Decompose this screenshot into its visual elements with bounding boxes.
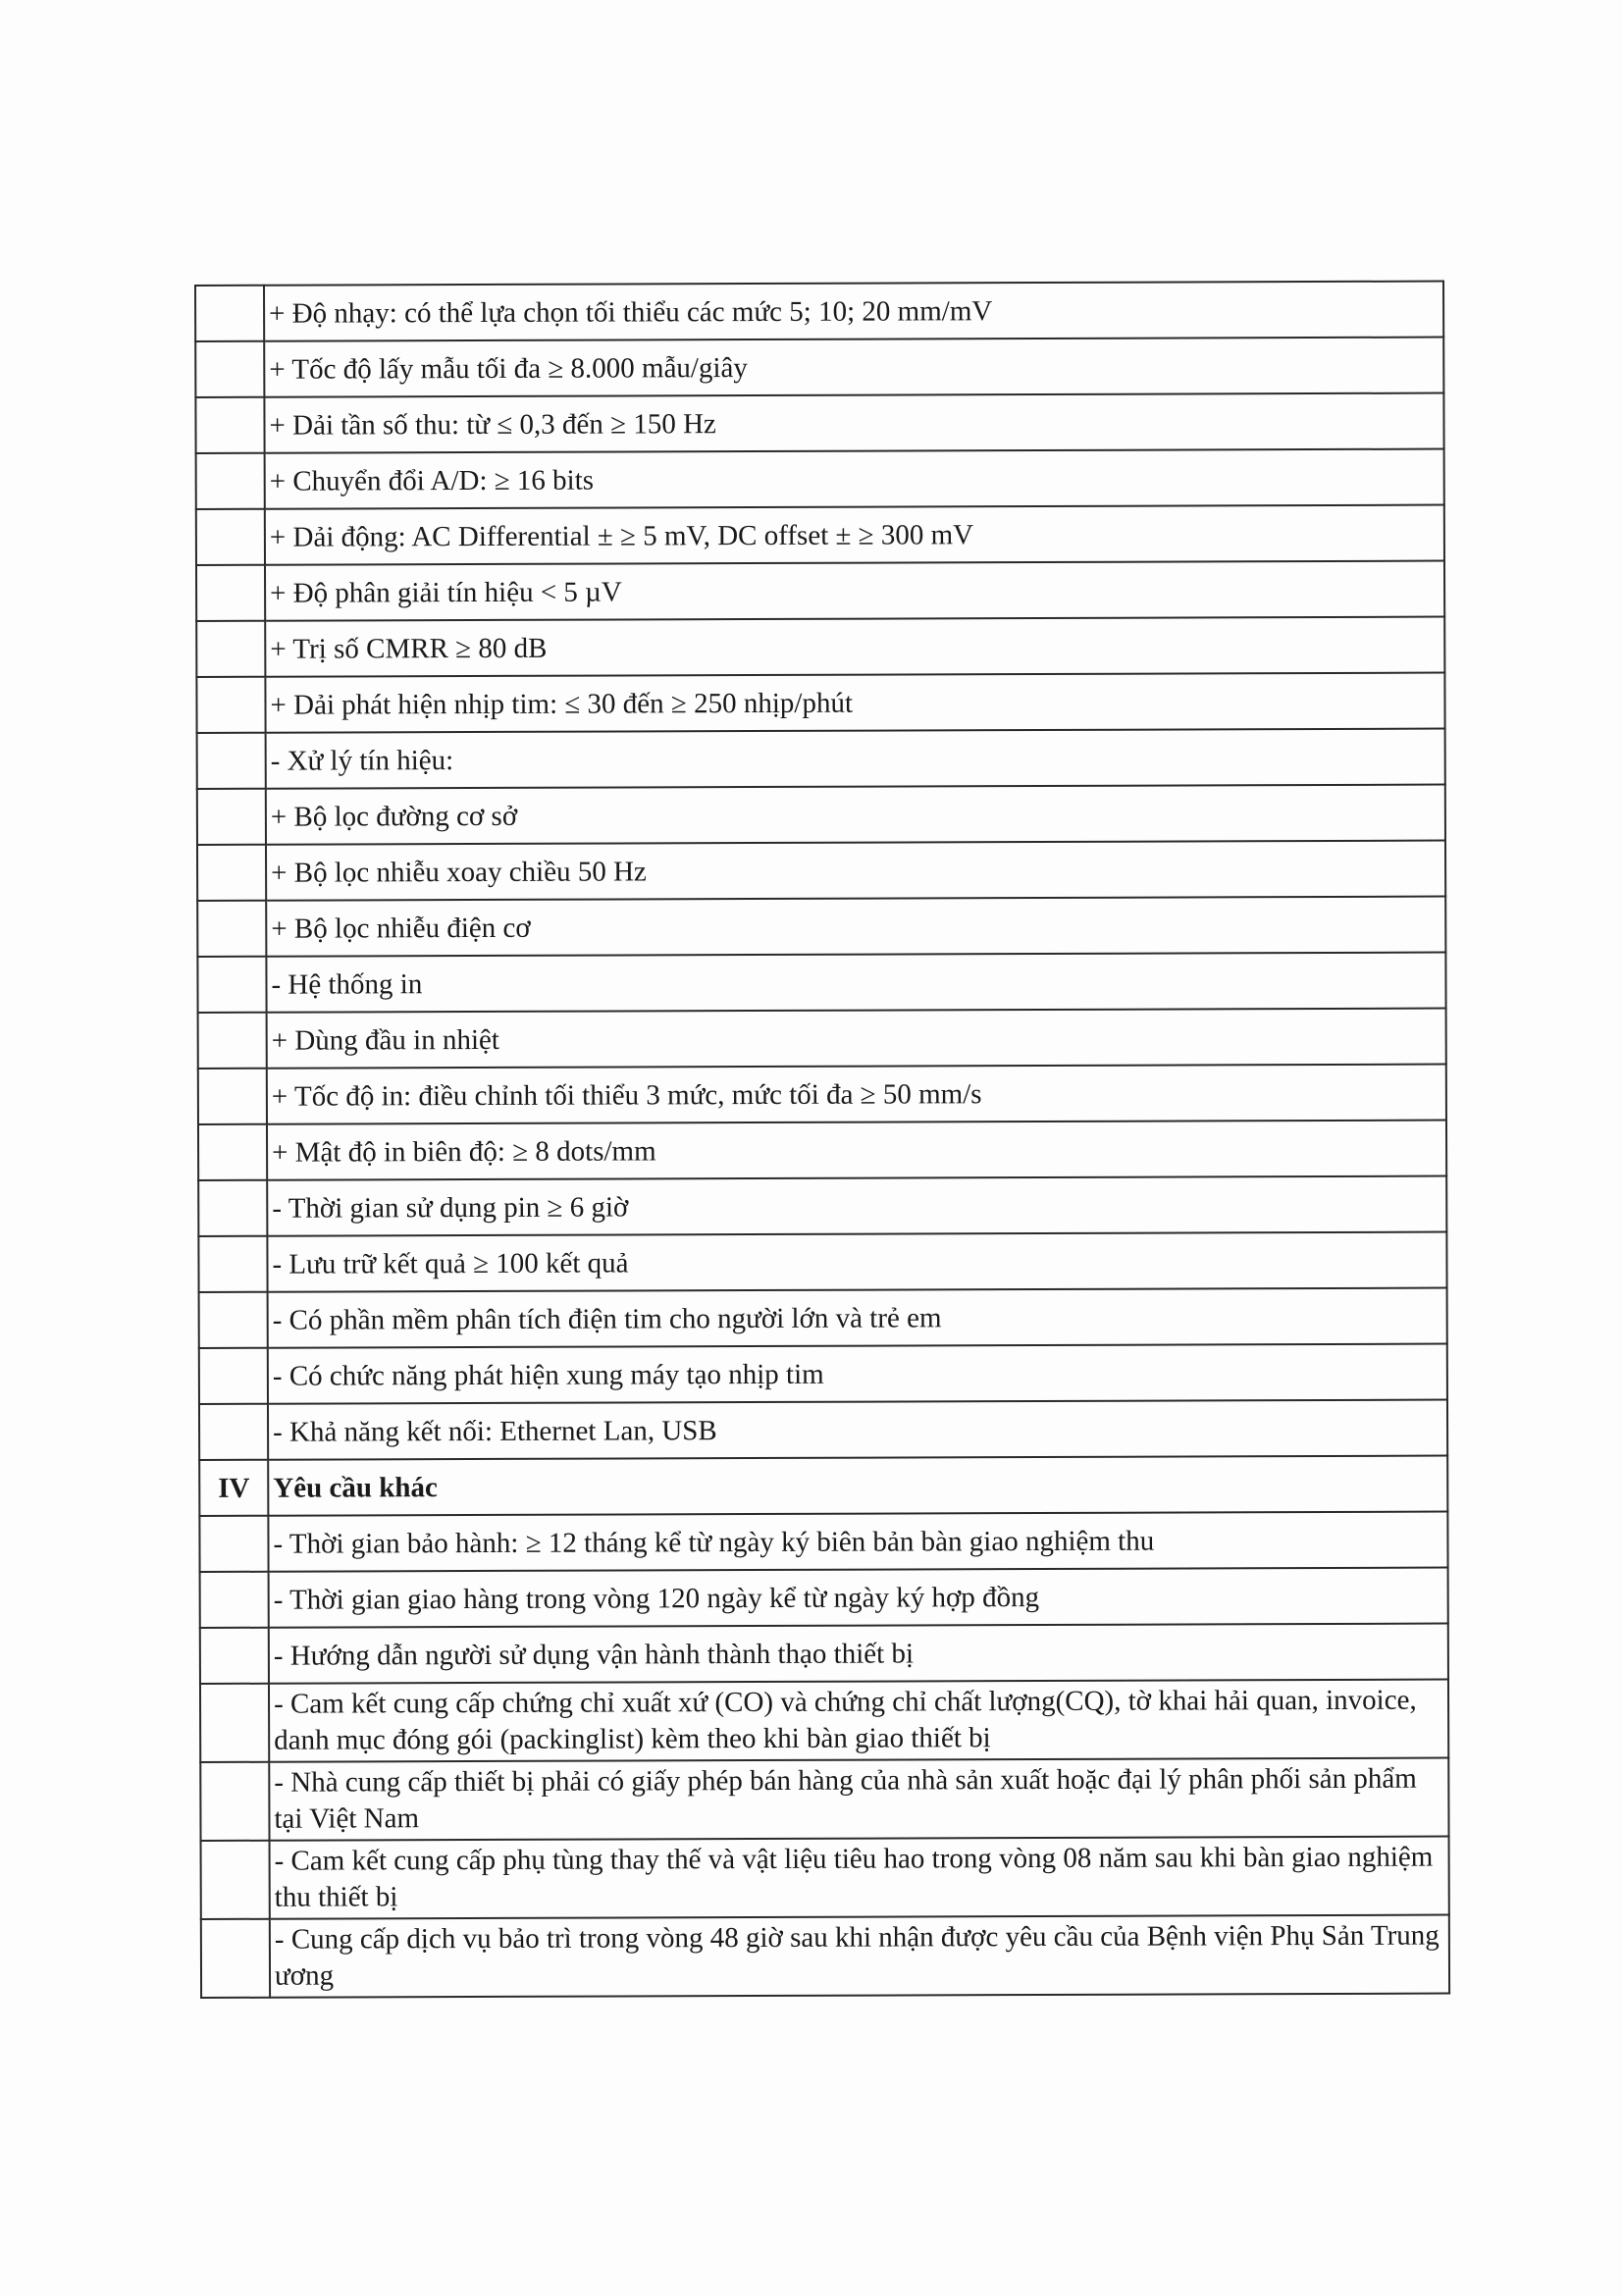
- table-row: [196, 561, 1444, 621]
- table-row: [199, 1400, 1447, 1460]
- spec-text: - Nhà cung cấp thiết bị phải có giấy phép bán hàng của nhà sản xuất hoặc đại lý phân phối sản phẩm tại Việt Nam: [269, 1758, 1448, 1841]
- table-row: [196, 673, 1444, 733]
- spec-text: - Hướng dẫn người sử dụng vận hành thành thạo thiết bị: [269, 1624, 1448, 1684]
- table-row: [195, 393, 1443, 453]
- spec-text: - Thời gian giao hàng trong vòng 120 ngày kể từ ngày ký hợp đồng: [269, 1568, 1448, 1628]
- row-number: [198, 1124, 267, 1180]
- spec-text: - Khả năng kết nối: Ethernet Lan, USB: [268, 1400, 1447, 1460]
- row-number: [199, 1404, 268, 1460]
- table-row: [199, 1344, 1447, 1404]
- row-number: [197, 789, 266, 845]
- table-row: [200, 1758, 1448, 1841]
- spec-text: - Cam kết cung cấp phụ tùng thay thế và vật liệu tiêu hao trong vòng 08 năm sau khi bàn giao nghiệm thu thiết bị: [270, 1837, 1449, 1919]
- table-row: [200, 1568, 1448, 1628]
- row-number: [199, 1516, 268, 1572]
- spec-text: + Bộ lọc đường cơ sở: [266, 785, 1445, 845]
- row-number: [199, 1292, 268, 1348]
- table-row: [197, 841, 1445, 901]
- table-row: [197, 897, 1445, 957]
- table-row: [198, 1176, 1446, 1236]
- spec-text: + Dải tần số thu: từ ≤ 0,3 đến ≥ 150 Hz: [264, 393, 1443, 453]
- spec-text: + Mật độ in biên độ: ≥ 8 dots/mm: [267, 1121, 1446, 1180]
- spec-text: - Có phần mềm phân tích điện tim cho người lớn và trẻ em: [268, 1288, 1447, 1348]
- section-header-row: [199, 1456, 1447, 1516]
- table-row: [197, 729, 1445, 789]
- table-row: [201, 1915, 1449, 1998]
- spec-text: - Cung cấp dịch vụ bảo trì trong vòng 48 giờ sau khi nhận được yêu cầu của Bệnh viện Phụ Sản Trung ương: [270, 1915, 1449, 1998]
- spec-text: + Dải động: AC Differential ± ≥ 5 mV, DC offset ± ≥ 300 mV: [265, 505, 1444, 565]
- row-number: [195, 341, 264, 397]
- table-row: [197, 785, 1445, 845]
- spec-text: - Xử lý tín hiệu:: [266, 729, 1445, 789]
- row-number: [198, 1236, 267, 1292]
- spec-text: - Thời gian bảo hành: ≥ 12 tháng kể từ ngày ký biên bản bàn giao nghiệm thu: [268, 1512, 1447, 1572]
- table-row: [199, 1512, 1447, 1572]
- section-title: Yêu cầu khác: [268, 1456, 1447, 1516]
- row-number: [197, 845, 266, 901]
- spec-text: - Cam kết cung cấp chứng chỉ xuất xứ (CO) và chứng chỉ chất lượng(CQ), tờ khai hải quan, invoice, danh mục đóng gói (packinglist) kèm theo khi bàn giao thiết bị: [269, 1680, 1448, 1762]
- row-number: [195, 286, 264, 341]
- row-number: [197, 901, 266, 957]
- row-number: [198, 1180, 267, 1236]
- table-row: [200, 1680, 1448, 1762]
- row-number: [196, 453, 265, 509]
- row-number: [197, 957, 266, 1013]
- spec-text: + Dùng đầu in nhiệt: [267, 1009, 1446, 1069]
- table-row: [195, 338, 1443, 397]
- row-number: [199, 1348, 268, 1404]
- row-number: [197, 733, 266, 789]
- spec-text: + Bộ lọc nhiễu điện cơ: [266, 897, 1445, 957]
- spec-text: - Thời gian sử dụng pin ≥ 6 giờ: [267, 1176, 1446, 1236]
- section-number: IV: [199, 1460, 268, 1516]
- table-row: [198, 1009, 1446, 1069]
- row-number: [195, 397, 264, 453]
- row-number: [196, 565, 265, 621]
- table-row: [198, 1232, 1446, 1292]
- row-number: [196, 509, 265, 565]
- spec-text: + Độ phân giải tín hiệu < 5 µV: [265, 561, 1444, 621]
- spec-text: - Hệ thống in: [266, 953, 1445, 1013]
- spec-text: - Lưu trữ kết quả ≥ 100 kết quả: [267, 1232, 1446, 1292]
- table-row: [200, 1624, 1448, 1684]
- row-number: [198, 1069, 267, 1124]
- table-row: [196, 617, 1444, 677]
- row-number: [200, 1572, 269, 1628]
- table-row: [196, 505, 1444, 565]
- spec-text: + Tốc độ in: điều chỉnh tối thiểu 3 mức, mức tối đa ≥ 50 mm/s: [267, 1065, 1446, 1124]
- spec-text: - Có chức năng phát hiện xung máy tạo nhịp tim: [268, 1344, 1447, 1404]
- row-number: [200, 1684, 269, 1762]
- table-row: [199, 1288, 1447, 1348]
- spec-text: + Dải phát hiện nhịp tim: ≤ 30 đến ≥ 250 nhịp/phút: [265, 673, 1444, 733]
- row-number: [200, 1762, 269, 1841]
- table-row: [201, 1837, 1449, 1919]
- spec-text: + Tốc độ lấy mẫu tối đa ≥ 8.000 mẫu/giây: [264, 338, 1443, 397]
- spec-text: + Độ nhạy: có thể lựa chọn tối thiểu các mức 5; 10; 20 mm/mV: [264, 282, 1443, 341]
- spec-text: + Bộ lọc nhiễu xoay chiều 50 Hz: [266, 841, 1445, 901]
- row-number: [198, 1013, 267, 1069]
- table-row: [197, 953, 1445, 1013]
- row-number: [196, 621, 265, 677]
- table-row: [196, 449, 1444, 509]
- row-number: [201, 1919, 270, 1998]
- table-row: [195, 282, 1443, 341]
- table-row: [198, 1065, 1446, 1124]
- table-row: [198, 1121, 1446, 1180]
- row-number: [201, 1841, 270, 1919]
- specification-table: [194, 281, 1450, 1999]
- spec-text: + Trị số CMRR ≥ 80 dB: [265, 617, 1444, 677]
- spec-text: + Chuyển đổi A/D: ≥ 16 bits: [265, 449, 1444, 509]
- row-number: [196, 677, 265, 733]
- row-number: [200, 1628, 269, 1684]
